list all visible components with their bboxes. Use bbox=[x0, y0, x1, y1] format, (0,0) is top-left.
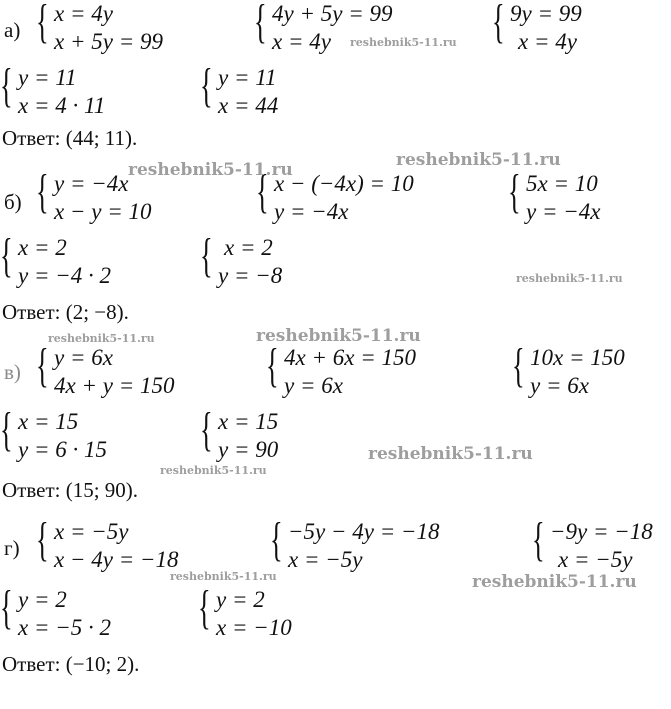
equation: x = −5 · 2 bbox=[18, 615, 111, 640]
equation: x = 4y bbox=[54, 1, 113, 26]
equation: y = 6x bbox=[284, 373, 343, 398]
equation: x = −10 bbox=[216, 615, 292, 640]
part-d-label: г) bbox=[4, 536, 20, 560]
brace-icon: { bbox=[198, 581, 211, 634]
part-d-system-2 bbox=[270, 513, 440, 574]
brace-icon: { bbox=[492, 0, 505, 48]
brace-icon: { bbox=[508, 165, 521, 218]
equation: y = 2 bbox=[18, 587, 67, 612]
equation: y = 11 bbox=[218, 65, 277, 90]
part-a-system-5 bbox=[200, 59, 279, 120]
brace-icon: { bbox=[200, 59, 213, 112]
part-a-system-4 bbox=[0, 59, 106, 120]
watermark-text: reshebnik5-11.ru bbox=[160, 464, 267, 477]
equation: y = −8 bbox=[218, 263, 283, 288]
equation: x − y = 10 bbox=[54, 199, 152, 224]
part-a-label: а) bbox=[4, 18, 21, 42]
equation: y = 90 bbox=[218, 437, 279, 462]
brace-icon: { bbox=[0, 403, 13, 456]
watermark-text: reshebnik5-11.ru bbox=[170, 570, 277, 583]
equation: x = −5y bbox=[54, 519, 129, 544]
equation: x = 44 bbox=[218, 93, 279, 118]
equation: y = −4x bbox=[54, 171, 129, 196]
brace-icon: { bbox=[0, 229, 13, 282]
brace-icon: { bbox=[200, 229, 213, 282]
brace-icon: { bbox=[0, 59, 13, 112]
part-d-system-1 bbox=[36, 513, 179, 574]
part-a-answer: Ответ: (44; 11). bbox=[2, 126, 138, 150]
equation: −5y − 4y = −18 bbox=[288, 519, 440, 544]
part-c-system-4 bbox=[0, 403, 107, 464]
part-d-answer: Ответ: (−10; 2). bbox=[2, 652, 140, 676]
equation: 4x + 6x = 150 bbox=[284, 345, 416, 370]
watermark-text: reshebnik5-11.ru bbox=[368, 444, 533, 464]
equation: y = 6x bbox=[530, 373, 589, 398]
equation: 9y = 99 bbox=[510, 1, 582, 26]
part-a-system-3 bbox=[492, 0, 582, 56]
equation: x = 4y bbox=[518, 29, 577, 54]
equation: y = 2 bbox=[216, 587, 265, 612]
watermark-text: reshebnik5-11.ru bbox=[350, 36, 457, 49]
equation: 10x = 150 bbox=[530, 345, 625, 370]
equation: 5x = 10 bbox=[526, 171, 598, 196]
equation: x = 15 bbox=[218, 409, 279, 434]
equation: x = 15 bbox=[18, 409, 79, 434]
watermark-text: reshebnik5-11.ru bbox=[516, 272, 623, 285]
equation: x + 5y = 99 bbox=[54, 29, 163, 54]
equation: y = 6 · 15 bbox=[18, 437, 107, 462]
watermark-text: reshebnik5-11.ru bbox=[472, 572, 637, 592]
part-b-system-5 bbox=[200, 229, 283, 290]
brace-icon: { bbox=[200, 403, 213, 456]
equation: y = −4x bbox=[274, 199, 349, 224]
equation: y = 11 bbox=[18, 65, 77, 90]
part-c-system-3 bbox=[512, 339, 625, 400]
part-d-system-3 bbox=[532, 513, 653, 574]
equation: x − (−4x) = 10 bbox=[274, 171, 414, 196]
equation: x = −5y bbox=[558, 547, 633, 572]
brace-icon: { bbox=[36, 165, 49, 218]
part-d-system-5 bbox=[198, 581, 292, 642]
equation: x − 4y = −18 bbox=[54, 547, 179, 572]
brace-icon: { bbox=[512, 339, 525, 392]
watermark-text: reshebnik5-11.ru bbox=[396, 150, 561, 170]
part-c-system-2 bbox=[266, 339, 416, 400]
part-c-answer: Ответ: (15; 90). bbox=[2, 478, 139, 502]
brace-icon: { bbox=[532, 513, 545, 566]
part-c-system-1 bbox=[36, 339, 175, 400]
brace-icon: { bbox=[36, 339, 49, 392]
part-b-label: б) bbox=[4, 190, 22, 214]
brace-icon: { bbox=[254, 0, 267, 48]
brace-icon: { bbox=[266, 339, 279, 392]
equation: x = −5y bbox=[288, 547, 363, 572]
equation: x = 4 · 11 bbox=[18, 93, 106, 118]
equation: −9y = −18 bbox=[550, 519, 653, 544]
brace-icon: { bbox=[0, 581, 13, 634]
part-b-system-3 bbox=[508, 165, 601, 226]
brace-icon: { bbox=[256, 165, 269, 218]
part-c-system-5 bbox=[200, 403, 279, 464]
brace-icon: { bbox=[270, 513, 283, 566]
part-d-system-4 bbox=[0, 581, 111, 642]
part-c-label: в) bbox=[4, 360, 21, 384]
equation: 4x + y = 150 bbox=[54, 373, 175, 398]
equation: y = −4 · 2 bbox=[18, 263, 111, 288]
watermark-text: reshebnik5-11.ru bbox=[48, 332, 155, 345]
part-b-system-4 bbox=[0, 229, 111, 290]
brace-icon: { bbox=[36, 0, 49, 48]
equation: y = 6x bbox=[54, 345, 113, 370]
watermark-text: reshebnik5-11.ru bbox=[128, 160, 293, 180]
watermark-text: reshebnik5-11.ru bbox=[256, 326, 421, 346]
equation: x = 2 bbox=[224, 235, 273, 260]
equation: y = −4x bbox=[526, 199, 601, 224]
equation: 4y + 5y = 99 bbox=[272, 1, 393, 26]
part-b-answer: Ответ: (2; −8). bbox=[2, 300, 129, 324]
equation: x = 2 bbox=[18, 235, 67, 260]
part-a-system-1 bbox=[36, 0, 163, 56]
equation: x = 4y bbox=[272, 29, 331, 54]
brace-icon: { bbox=[36, 513, 49, 566]
